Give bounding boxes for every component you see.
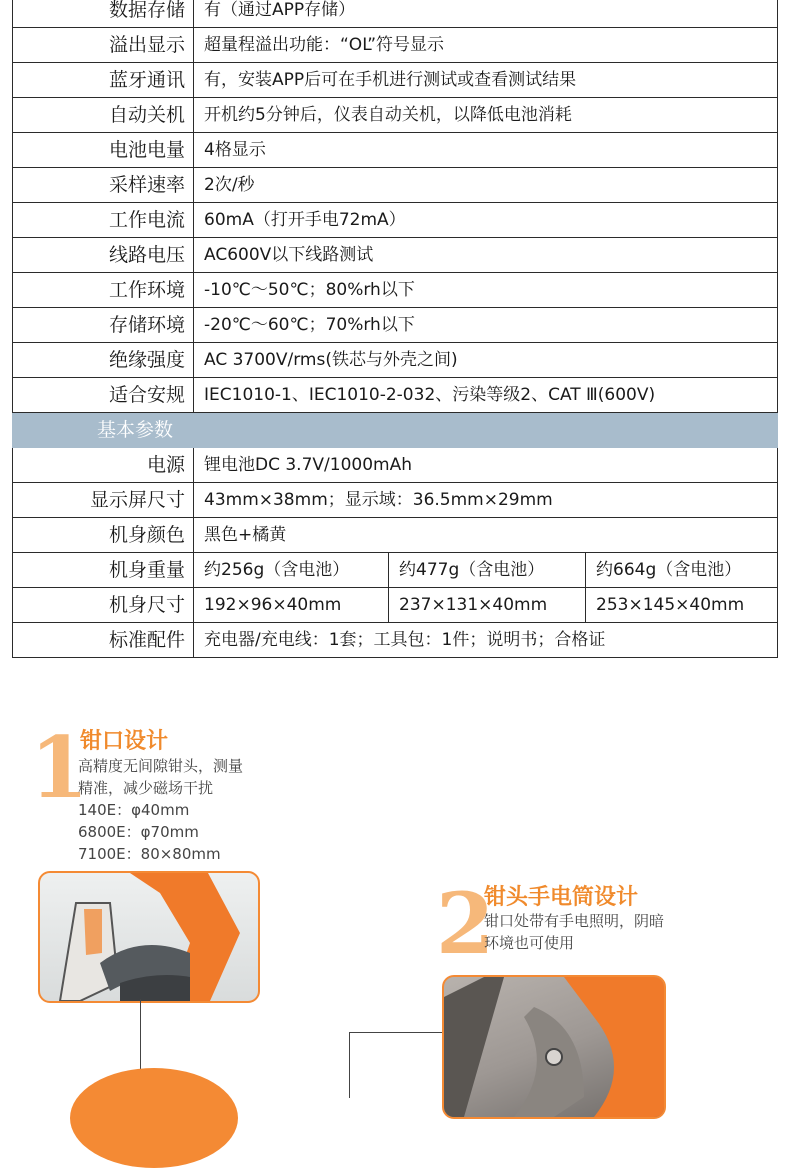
spec-value: 192×96×40mm xyxy=(194,588,389,623)
detail-circle xyxy=(70,1068,238,1168)
spec-value: 约256g（含电池） xyxy=(194,553,389,588)
feature-line: 高精度无间隙钳头，测量 xyxy=(78,757,244,775)
feature-description xyxy=(484,910,664,954)
feature-line: 钳口处带有手电照明，阴暗 xyxy=(484,912,665,930)
table-row xyxy=(13,343,778,378)
table-row xyxy=(13,98,778,133)
spec-value: 4格显示 xyxy=(194,133,778,168)
spec-label: 标准配件 xyxy=(13,623,194,658)
spec-label: 机身重量 xyxy=(13,553,194,588)
table-row xyxy=(13,623,778,658)
spec-label: 溢出显示 xyxy=(13,28,194,63)
spec-label: 工作电流 xyxy=(13,203,194,238)
table-row xyxy=(13,518,778,553)
flashlight-photo xyxy=(442,975,666,1119)
flashlight-illustration xyxy=(444,977,664,1117)
table-row xyxy=(13,273,778,308)
feature-line: 7100E：80×80mm xyxy=(78,845,221,863)
spec-value: 超量程溢出功能：“OL”符号显示 xyxy=(194,28,778,63)
table-row xyxy=(13,63,778,98)
spec-value: 43mm×38mm；显示域：36.5mm×29mm xyxy=(194,483,778,518)
feature-number: 2 xyxy=(436,874,495,973)
spec-value: -10℃～50℃；80%rh以下 xyxy=(194,273,778,308)
table-row xyxy=(13,378,778,413)
spec-label: 数据存储 xyxy=(13,0,194,28)
feature-line: 140E：φ40mm xyxy=(78,801,190,819)
table-row xyxy=(13,238,778,273)
table-row xyxy=(13,133,778,168)
connector-line xyxy=(349,1032,443,1033)
spec-table xyxy=(12,0,778,658)
feature-line: 6800E：φ70mm xyxy=(78,823,199,841)
spec-value: 60mA（打开手电72mA） xyxy=(194,203,778,238)
spec-label: 自动关机 xyxy=(13,98,194,133)
table-row xyxy=(13,448,778,483)
feature-description xyxy=(78,755,243,865)
table-row xyxy=(13,168,778,203)
spec-label: 采样速率 xyxy=(13,168,194,203)
spec-value: 约664g（含电池） xyxy=(586,553,778,588)
spec-label: 机身尺寸 xyxy=(13,588,194,623)
spec-value: -20℃～60℃；70%rh以下 xyxy=(194,308,778,343)
feature-line: 环境也可使用 xyxy=(484,934,575,952)
spec-value: 开机约5分钟后，仪表自动关机，以降低电池消耗 xyxy=(194,98,778,133)
spec-label: 绝缘强度 xyxy=(13,343,194,378)
table-row xyxy=(13,203,778,238)
table-row xyxy=(13,553,778,588)
spec-label: 蓝牙通讯 xyxy=(13,63,194,98)
table-row xyxy=(13,28,778,63)
spec-value: 有，安装APP后可在手机进行测试或查看测试结果 xyxy=(194,63,778,98)
spec-label: 机身颜色 xyxy=(13,518,194,553)
table-row xyxy=(13,588,778,623)
clamp-jaw-photo xyxy=(38,871,260,1003)
spec-label: 电池电量 xyxy=(13,133,194,168)
connector-line xyxy=(349,1032,350,1098)
spec-value: 253×145×40mm xyxy=(586,588,778,623)
spec-value: 锂电池DC 3.7V/1000mAh xyxy=(194,448,778,483)
table-row xyxy=(13,483,778,518)
spec-value: 黑色+橘黄 xyxy=(194,518,778,553)
spec-label: 电源 xyxy=(13,448,194,483)
spec-label: 线路电压 xyxy=(13,238,194,273)
spec-value: 有（通过APP存储） xyxy=(194,0,778,28)
spec-label: 存储环境 xyxy=(13,308,194,343)
feature-title: 钳头手电筒设计 xyxy=(484,885,639,910)
feature-title: 钳口设计 xyxy=(80,729,169,754)
table-row xyxy=(13,308,778,343)
spec-label: 适合安规 xyxy=(13,378,194,413)
table-row xyxy=(13,0,778,28)
spec-value: 充电器/充电线：1套；工具包：1件；说明书；合格证 xyxy=(194,623,778,658)
feature-number: 1 xyxy=(30,718,89,817)
section-header-row xyxy=(13,413,778,448)
spec-value: 237×131×40mm xyxy=(389,588,586,623)
spec-label: 显示屏尺寸 xyxy=(13,483,194,518)
feature-line: 精准，减少磁场干扰 xyxy=(78,779,214,797)
clamp-jaw-illustration xyxy=(40,873,258,1001)
section-header: 基本参数 xyxy=(13,413,778,448)
spec-value: 约477g（含电池） xyxy=(389,553,586,588)
spec-value: IEC1010-1、IEC1010-2-032、污染等级2、CAT Ⅲ(600V) xyxy=(194,378,778,413)
spec-value: AC 3700V/rms(铁芯与外壳之间) xyxy=(194,343,778,378)
spec-label: 工作环境 xyxy=(13,273,194,308)
spec-value: AC600V以下线路测试 xyxy=(194,238,778,273)
connector-line xyxy=(140,999,141,1074)
spec-value: 2次/秒 xyxy=(194,168,778,203)
